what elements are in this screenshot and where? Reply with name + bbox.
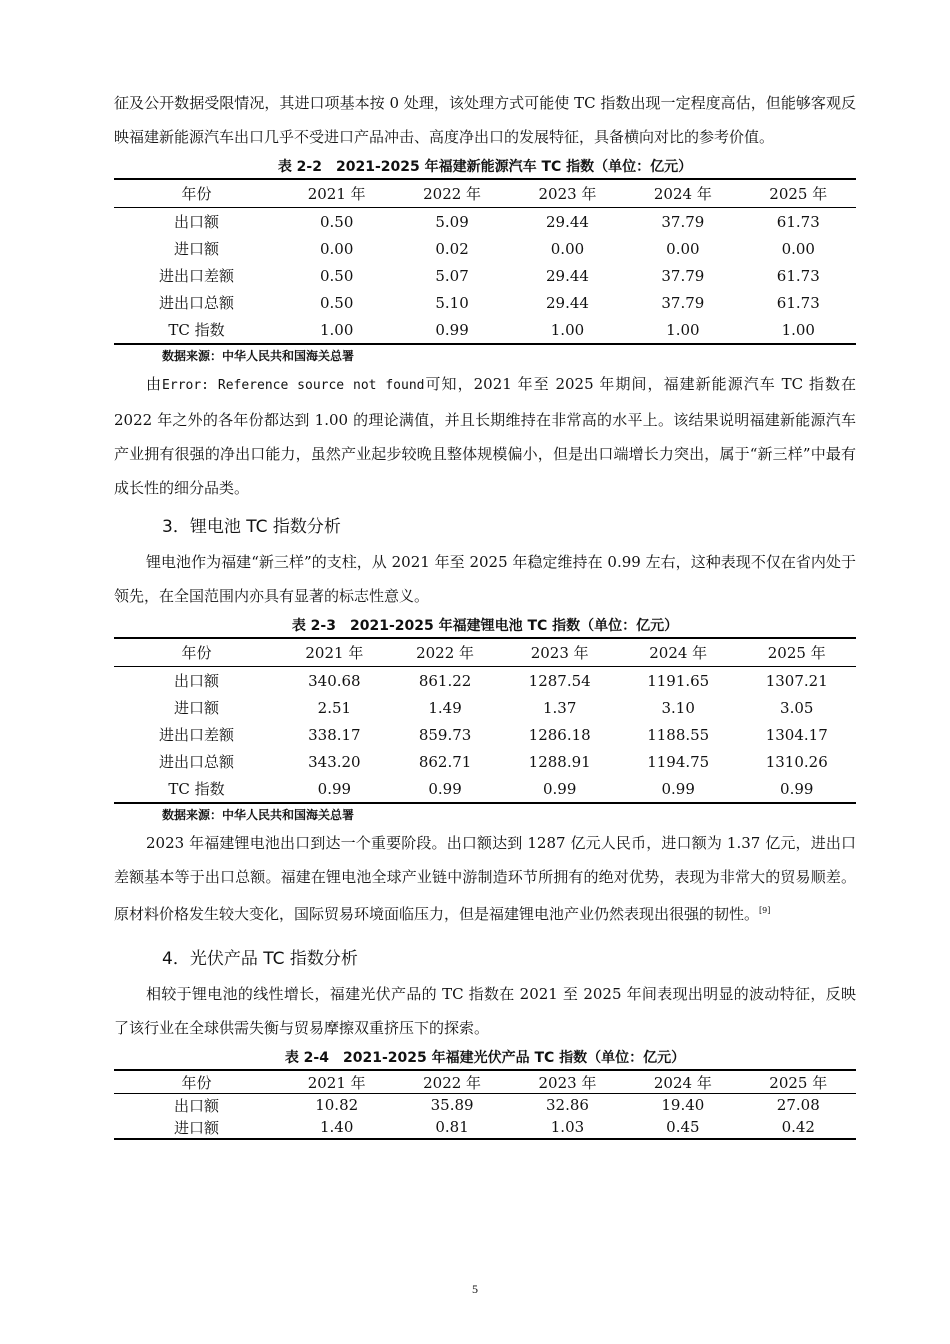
intro-paragraph: 征及公开数据受限情况，其进口项基本按 0 处理，该处理方式可能使 TC 指数出现一定程度高估，但能够客观反映福建新能源汽车出口几乎不受进口产品冲击、高度净出口的发展特征，具备横向对比的参考价值。 xyxy=(114,94,856,146)
table-cell: 0.99 xyxy=(542,779,577,798)
para-ncev-analysis xyxy=(114,367,856,505)
table-row xyxy=(114,748,856,775)
table-2-2 xyxy=(114,178,856,345)
table-cell: 338.17 xyxy=(308,725,361,744)
row-label: 进出口总额 xyxy=(158,753,234,771)
column-header: 2021 年 xyxy=(279,1070,394,1094)
table-row xyxy=(114,1116,856,1139)
table-cell: 859.73 xyxy=(418,725,472,744)
table-header-row xyxy=(114,179,856,208)
table-cell: 35.89 xyxy=(430,1096,474,1114)
row-label: TC 指数 xyxy=(168,321,225,339)
column-header: 2024 年 xyxy=(619,638,738,667)
table-cell: 0.00 xyxy=(781,239,815,258)
table-row xyxy=(114,1094,856,1117)
table-cell: 29.44 xyxy=(546,293,589,312)
table-cell: 0.50 xyxy=(319,212,354,231)
row-label: 进出口差额 xyxy=(158,267,234,285)
table-cell: 3.05 xyxy=(780,698,814,717)
table-cell: 1.00 xyxy=(781,320,815,339)
table-cell: 61.73 xyxy=(776,212,820,231)
table-cell: 1304.17 xyxy=(765,725,828,744)
table-cell: 1.00 xyxy=(666,320,700,339)
table-cell: 1.00 xyxy=(319,320,354,339)
reference-error-text: Error: Reference source not found xyxy=(162,378,425,393)
page-number: 5 xyxy=(472,1282,478,1296)
table-cell: 1188.55 xyxy=(647,725,710,744)
table-cell: 343.20 xyxy=(308,752,361,771)
table-row xyxy=(114,667,856,695)
column-header: 2023 年 xyxy=(500,638,619,667)
table-cell: 1310.26 xyxy=(765,752,828,771)
table-cell: 1.40 xyxy=(319,1118,354,1136)
table-cell: 5.09 xyxy=(435,212,469,231)
table-2-4-caption: 表 2-4 2021-2025 年福建光伏产品 TC 指数（单位：亿元） xyxy=(284,1050,686,1066)
table-cell: 0.00 xyxy=(666,239,700,258)
table-2-3-caption: 表 2-3 2021-2025 年福建锂电池 TC 指数（单位：亿元） xyxy=(291,618,679,634)
table-cell: 0.45 xyxy=(666,1118,700,1136)
column-header: 年份 xyxy=(114,1070,279,1094)
table-row xyxy=(114,262,856,289)
row-label: 进出口差额 xyxy=(158,726,234,744)
table-cell: 37.79 xyxy=(661,293,705,312)
row-label: 进口额 xyxy=(173,699,219,717)
table-2-3-source: 数据来源：中华人民共和国海关总署 xyxy=(162,808,355,822)
document-page xyxy=(114,86,856,1140)
table-cell: 32.86 xyxy=(546,1096,589,1114)
row-label: 出口额 xyxy=(173,672,219,690)
table-row xyxy=(114,721,856,748)
table-cell: 0.99 xyxy=(661,779,695,798)
table-cell: 0.99 xyxy=(317,779,352,798)
table-cell: 1.00 xyxy=(550,320,585,339)
column-header: 2024 年 xyxy=(625,179,740,208)
table-row xyxy=(114,208,856,236)
table-cell: 1.03 xyxy=(550,1118,585,1136)
column-header: 年份 xyxy=(114,179,279,208)
table-2-2-caption: 表 2-2 2021-2025 年福建新能源汽车 TC 指数（单位：亿元） xyxy=(277,159,693,175)
table-cell: 0.99 xyxy=(428,779,462,798)
table-cell: 19.40 xyxy=(661,1096,705,1114)
table-2-4 xyxy=(114,1069,856,1140)
table-2-3 xyxy=(114,637,856,804)
table-cell: 1307.21 xyxy=(765,671,828,690)
table-cell: 61.73 xyxy=(776,266,820,285)
column-header: 2025 年 xyxy=(741,1070,856,1094)
column-header: 2022 年 xyxy=(394,179,509,208)
table-2-2-source: 数据来源：中华人民共和国海关总署 xyxy=(162,349,355,363)
citation: [9] xyxy=(759,906,771,915)
table-header-row xyxy=(114,638,856,667)
table-cell: 1194.75 xyxy=(647,752,710,771)
table-cell: 1191.65 xyxy=(647,671,710,690)
table-cell: 1.37 xyxy=(542,698,577,717)
table-row xyxy=(114,775,856,803)
table-row xyxy=(114,235,856,262)
column-header: 2025 年 xyxy=(741,179,856,208)
column-header: 2023 年 xyxy=(510,179,625,208)
row-label: 出口额 xyxy=(173,213,219,231)
table-cell: 0.42 xyxy=(781,1118,815,1136)
section-3-title: 3．锂电池 TC 指数分析 xyxy=(162,517,341,537)
table-cell: 0.00 xyxy=(550,239,585,258)
table-cell: 0.02 xyxy=(435,239,469,258)
table-cell: 61.73 xyxy=(776,293,820,312)
table-cell: 1286.18 xyxy=(528,725,591,744)
table-row xyxy=(114,316,856,344)
para-lead: 由 xyxy=(146,375,163,393)
table-cell: 2.51 xyxy=(317,698,352,717)
table-cell: 37.79 xyxy=(661,266,705,285)
table-cell: 0.99 xyxy=(435,320,469,339)
table-cell: 862.71 xyxy=(418,752,472,771)
row-label: TC 指数 xyxy=(168,780,225,798)
table-row xyxy=(114,289,856,316)
table-row xyxy=(114,694,856,721)
table-cell: 37.79 xyxy=(661,212,705,231)
column-header: 2021 年 xyxy=(279,179,394,208)
column-header: 2022 年 xyxy=(390,638,501,667)
table-cell: 1288.91 xyxy=(528,752,591,771)
table-header-row xyxy=(114,1070,856,1094)
table-cell: 5.07 xyxy=(435,266,469,285)
table-cell: 0.99 xyxy=(780,779,814,798)
table-cell: 0.81 xyxy=(435,1118,469,1136)
table-cell: 29.44 xyxy=(546,212,589,231)
table-cell: 10.82 xyxy=(315,1096,359,1114)
table-cell: 29.44 xyxy=(546,266,589,285)
table-cell: 1287.54 xyxy=(528,671,591,690)
table-cell: 861.22 xyxy=(418,671,472,690)
table-cell: 1.49 xyxy=(428,698,462,717)
table-cell: 5.10 xyxy=(435,293,469,312)
column-header: 2022 年 xyxy=(394,1070,509,1094)
para-pv-intro: 相较于锂电池的线性增长，福建光伏产品的 TC 指数在 2021 至 2025 年间表现出明显的波动特征，反映了该行业在全球供需失衡与贸易摩擦双重挤压下的探索。 xyxy=(114,985,856,1037)
column-header: 年份 xyxy=(114,638,279,667)
table-cell: 340.68 xyxy=(308,671,361,690)
column-header: 2024 年 xyxy=(625,1070,740,1094)
row-label: 进口额 xyxy=(173,1118,219,1137)
row-label: 进出口总额 xyxy=(158,294,234,312)
table-cell: 0.00 xyxy=(319,239,354,258)
table-cell: 3.10 xyxy=(661,698,695,717)
table-cell: 27.08 xyxy=(776,1096,820,1114)
section-4-title: 4．光伏产品 TC 指数分析 xyxy=(162,949,358,969)
row-label: 进口额 xyxy=(173,240,219,258)
column-header: 2023 年 xyxy=(510,1070,625,1094)
para-lithium-2023 xyxy=(114,826,856,931)
table-cell: 0.50 xyxy=(319,293,354,312)
row-label: 出口额 xyxy=(173,1096,219,1115)
column-header: 2025 年 xyxy=(737,638,856,667)
column-header: 2021 年 xyxy=(279,638,390,667)
para-rest: 可知，2021 年至 2025 年期间，福建新能源汽车 TC 指数在 2022 年之外的各年份都达到 1.00 的理论满值，并且长期维持在非常高的水平上。该结果说明福建新能源汽车产业拥有很强的净出口能力，虽然产业起步较晚且整体规模偏小，但是出口端增长力突出，属于“新三样”中最有成长性的细分品类。 xyxy=(114,375,856,497)
table-cell: 0.50 xyxy=(319,266,354,285)
para-lithium-intro: 锂电池作为福建“新三样”的支柱，从 2021 年至 2025 年稳定维持在 0.99 左右，这种表现不仅在省内处于领先，在全国范围内亦具有显著的标志性意义。 xyxy=(114,553,856,605)
para-text: 2023 年福建锂电池出口到达一个重要阶段。出口额达到 1287 亿元人民币，进口额为 1.37 亿元，进出口差额基本等于出口总额。福建在锂电池全球产业链中游制造环节所拥有的绝对优势，表现为非常大的贸易顺差。原材料价格发生较大变化，国际贸易环境面临压力，但是福建锂电池产业仍然表现出很强的韧性。 xyxy=(114,834,856,923)
